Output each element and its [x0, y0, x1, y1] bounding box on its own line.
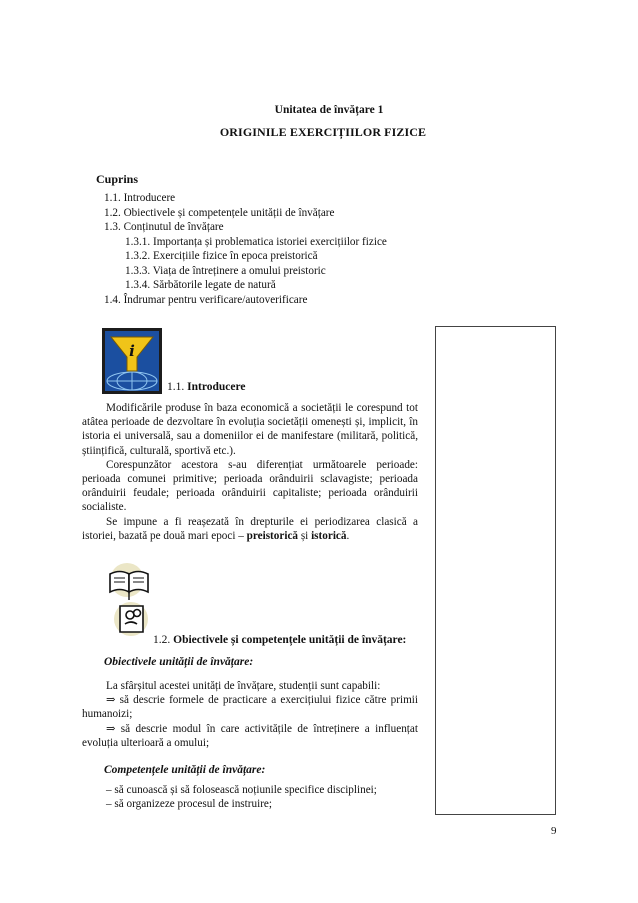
unit-label: Unitatea de învățare 1	[274, 104, 384, 116]
competence-item: – să organizeze procesul de instruire;	[106, 798, 272, 811]
toc-subitem: 1.3.4. Sărbătorile legate de natură	[125, 279, 276, 291]
toc-item: 1.2. Obiectivele și competențele unității de învățare	[104, 206, 335, 219]
objectives-heading: Obiectivele unității de învățare:	[104, 656, 254, 668]
objective-item: ⇒ să descrie modul în care activitățile de întreținere a influențat evoluția ulterioară a omului;	[82, 722, 418, 749]
book-objectives-icon	[103, 562, 161, 640]
unit-title: ORIGINILE EXERCIȚIILOR FIZICE	[219, 125, 427, 139]
paragraph: Se impune a fi reașezată în drepturile ei periodizarea clasică a istoriei, bazată pe două mari epoci – preistorică și istorică.	[82, 515, 418, 542]
intro-body	[82, 401, 418, 543]
svg-text:i: i	[129, 342, 135, 360]
section-heading-obiective: 1.2. Obiectivele și competențele unității de învățare:	[153, 634, 407, 646]
page-number: 9	[551, 825, 557, 837]
margin-notes-box	[435, 326, 556, 815]
toc-heading: Cuprins	[96, 172, 139, 186]
section-heading-introducere: 1.1. Introducere	[167, 381, 246, 393]
toc-item: 1.3. Conținutul de învățare	[104, 221, 224, 233]
info-funnel-icon	[101, 327, 163, 395]
paragraph: Modificările produse în baza economică a societății le corespund tot atâtea perioade de dezvoltare în evoluția societății omenești și, implicit, în istoria ei universală, sau a domeniilor ei de manifestare (militară, politică, științifică, culturală, sportivă etc.).	[82, 402, 418, 457]
toc-subitem: 1.3.3. Viața de întreținere a omului preistoric	[125, 264, 326, 277]
competences-body	[82, 783, 418, 811]
paragraph: Corespunzător acestora s-au diferențiat următoarele perioade: perioada comunei primitive; perioada orânduirii sclavagiste; perioada orânduirii feudale; perioada orânduirii capitaliste; perioada orânduirii socialiste.	[82, 458, 418, 514]
toc-item: 1.4. Îndrumar pentru verificare/autoverificare	[104, 293, 308, 306]
competence-item: – să cunoască și să folosească noțiunile specifice disciplinei;	[106, 784, 377, 796]
toc-subitem: 1.3.1. Importanța și problematica istoriei exercițiilor fizice	[125, 235, 387, 248]
paragraph: La sfârșitul acestei unități de învățare, studenții sunt capabili:	[106, 680, 381, 692]
toc-subitem: 1.3.2. Exercițiile fizice în epoca preistorică	[125, 250, 318, 262]
objectives-body	[82, 679, 418, 750]
competences-heading: Competențele unității de învățare:	[104, 764, 266, 776]
objective-item: ⇒ să descrie formele de practicare a exercițiului fizice către primii humanoizi;	[82, 694, 418, 721]
toc-item: 1.1. Introducere	[104, 192, 176, 204]
